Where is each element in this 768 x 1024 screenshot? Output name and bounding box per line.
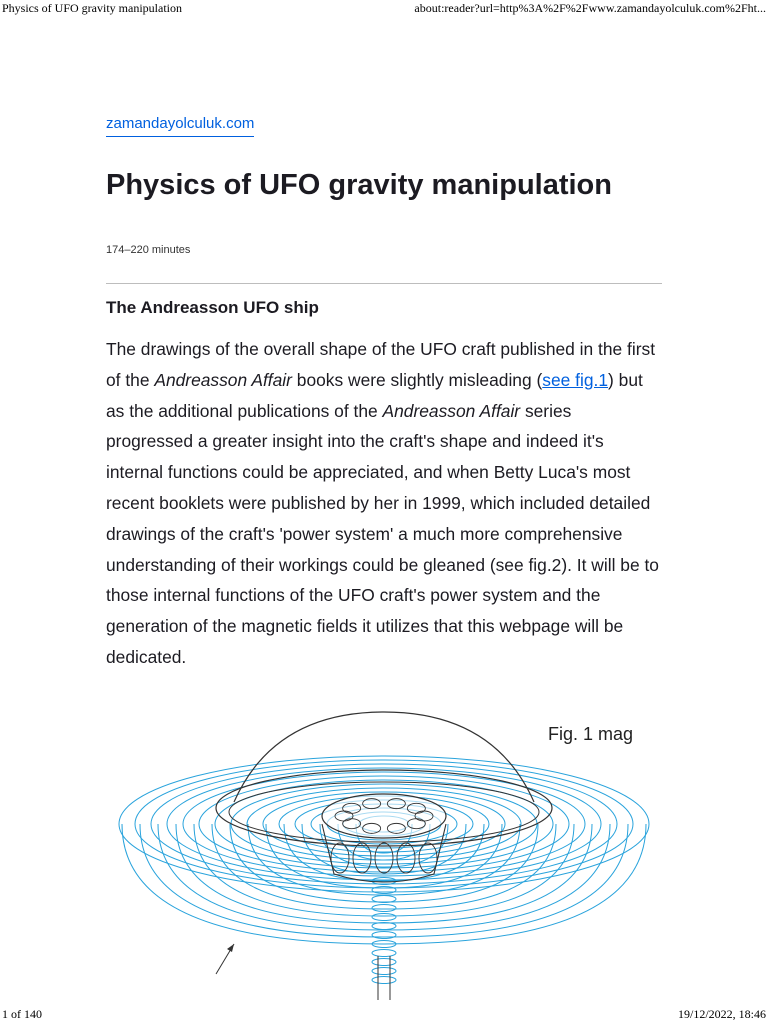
field-column-ring: [372, 914, 396, 921]
field-column-ring: [372, 950, 396, 957]
magnetic-field-lines: [119, 756, 649, 984]
print-datetime: 19/12/2022, 18:46: [677, 1007, 766, 1021]
paragraph-text-2: books were slightly misleading (: [291, 369, 543, 390]
paragraph-text-3: ) but as the additional publications of the: [106, 369, 643, 421]
section-heading: The Andreasson UFO ship: [106, 298, 319, 317]
figure-caption: Fig. 1 mag: [548, 724, 634, 744]
field-column-ring: [372, 905, 396, 912]
pointer-arrowhead: [227, 944, 234, 952]
reading-time: 174–220 minutes: [106, 244, 191, 256]
paragraph-text-4: series progressed a greater insight into the craft's shape and indeed it's internal functions could be appreciated, and when Betty Luca's most recent booklets were published by her in 1999, which included detailed drawings of the craft's 'power system' a much more comprehensive understanding of their workings could be gleaned (see fig.2). It will be to those internal functions of the UFO craft's power system and the generation of the magnetic fields it utilizes that this webpage will be dedicated.: [106, 400, 659, 667]
book-title-2: Andreasson Affair: [382, 400, 521, 421]
book-title-1: Andreasson Affair: [154, 369, 292, 390]
field-column-ring: [372, 968, 396, 975]
source-domain-link[interactable]: zamandayolculuk.com: [106, 115, 254, 137]
article-title: Physics of UFO gravity manipulation: [106, 169, 612, 201]
ufo-figure: [106, 706, 662, 1000]
print-header-url: about:reader?url=http%3A%2F%2Fwww.zamandayolculuk.com%2Fht...: [414, 1, 766, 15]
article-paragraph: [106, 334, 662, 673]
see-fig1-link[interactable]: see fig.1: [542, 369, 609, 390]
ufo-magnetic-field-drawing: [106, 706, 662, 1000]
print-footer: [0, 1006, 768, 1022]
paragraph-text-1: The drawings of the overall shape of the UFO craft published in the first of the: [106, 339, 656, 390]
field-column-ring: [372, 923, 396, 930]
page-number: 1 of 140: [2, 1007, 42, 1021]
print-header-title: Physics of UFO gravity manipulation: [2, 1, 182, 15]
header-divider: [106, 283, 662, 284]
field-column-ring: [372, 977, 396, 984]
print-header: [0, 0, 768, 16]
field-column-ring: [372, 959, 396, 966]
field-column-ring: [372, 896, 396, 903]
power-unit: [322, 794, 446, 838]
